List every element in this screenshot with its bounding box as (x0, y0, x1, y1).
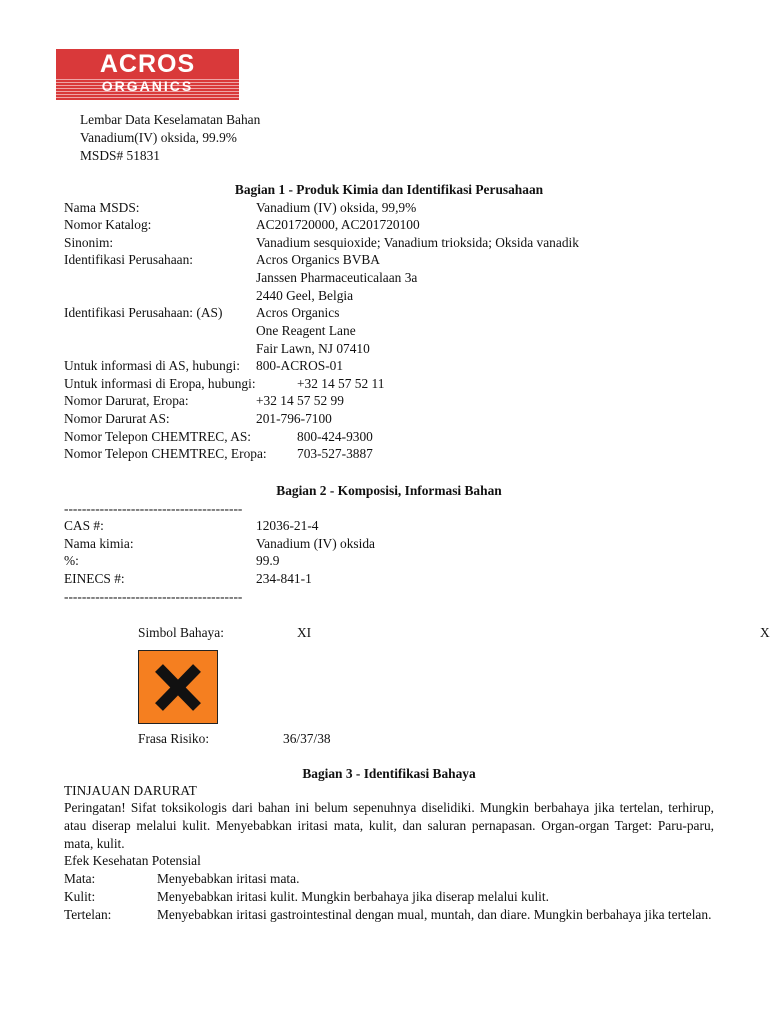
composition-label: %: (64, 553, 79, 568)
row-value: AC201720000, AC201720100 (256, 217, 420, 232)
effect-value: Menyebabkan iritasi gastrointestinal dengan mual, muntah, dan diare. Mungkin berbahaya jika tertelan. (157, 907, 712, 922)
hazard-symbol-edge: X (760, 625, 770, 640)
composition-value: 99.9 (256, 553, 280, 568)
section-2-title: Bagian 2 - Komposisi, Informasi Bahan (276, 483, 502, 498)
hazard-symbol-label: Simbol Bahaya: (138, 625, 224, 640)
contact-label: Nomor Darurat, Eropa: (64, 393, 189, 408)
row-label: Identifikasi Perusahaan: (AS) (64, 305, 223, 320)
acros-organics-logo (56, 49, 239, 100)
effect-label: Mata: (64, 871, 96, 886)
msds-number: MSDS# 51831 (80, 148, 160, 163)
contact-label: Nomor Telepon CHEMTREC, Eropa: (64, 446, 267, 461)
divider: ---------------------------------------- (64, 589, 243, 604)
contact-label: Nomor Darurat AS: (64, 411, 170, 426)
composition-value: Vanadium (IV) oksida (256, 536, 375, 551)
row-value: Acros Organics (256, 305, 340, 320)
hazard-symbol-value: XI (297, 625, 312, 640)
composition-label: Nama kimia: (64, 536, 134, 551)
composition-value: 234-841-1 (256, 571, 312, 586)
section-1-title: Bagian 1 - Produk Kimia dan Identifikasi Perusahaan (234, 182, 544, 197)
row-value: 2440 Geel, Belgia (256, 288, 354, 303)
contact-value: 800-424-9300 (297, 429, 373, 444)
contact-label: Untuk informasi di AS, hubungi: (64, 358, 240, 373)
row-label: Identifikasi Perusahaan: (64, 252, 194, 267)
composition-value: 12036-21-4 (256, 518, 319, 533)
logo-sub: ORGANICS (101, 78, 194, 94)
row-value: Janssen Pharmaceuticalaan 3a (256, 270, 418, 285)
logo-brand: ACROS (99, 50, 196, 78)
overview-text: Peringatan! Sifat toksikologis dari bahan ini belum sepenuhnya diselidiki. Mungkin berbahaya jika tertelan, terhirup, atau diserap melalui kulit. Menyebabkan iritasi mata, kulit, dan saluran pernapasan. Organ-organ Target: Paru-paru, mata, kulit. (64, 800, 714, 851)
row-label: Nomor Katalog: (64, 217, 152, 232)
row-label: Nama MSDS: (64, 200, 140, 215)
contact-value: 800-ACROS-01 (256, 358, 344, 373)
overview-heading: TINJAUAN DARURAT (64, 783, 197, 798)
row-value: Acros Organics BVBA (256, 252, 380, 267)
document-title: Lembar Data Keselamatan Bahan (80, 112, 261, 127)
effect-value: Menyebabkan iritasi mata. (157, 871, 300, 886)
composition-label: EINECS #: (64, 571, 125, 586)
row-value: Fair Lawn, NJ 07410 (256, 341, 370, 356)
effect-label: Tertelan: (64, 907, 112, 922)
divider: ---------------------------------------- (64, 501, 243, 516)
row-value: Vanadium sesquioxide; Vanadium trioksida; Oksida vanadik (256, 235, 579, 250)
row-value: One Reagent Lane (256, 323, 356, 338)
product-name: Vanadium(IV) oksida, 99.9% (80, 130, 237, 145)
section-3-title: Bagian 3 - Identifikasi Bahaya (302, 766, 476, 781)
irritant-x-icon (138, 650, 218, 724)
row-label: Sinonim: (64, 235, 114, 250)
contact-value: 703-527-3887 (297, 446, 373, 461)
contact-value: +32 14 57 52 11 (297, 376, 385, 391)
contact-value: +32 14 57 52 99 (256, 393, 344, 408)
contact-value: 201-796-7100 (256, 411, 332, 426)
effect-value: Menyebabkan iritasi kulit. Mungkin berbahaya jika diserap melalui kulit. (157, 889, 549, 904)
row-value: Vanadium (IV) oksida, 99,9% (256, 200, 417, 215)
contact-label: Nomor Telepon CHEMTREC, AS: (64, 429, 252, 444)
effect-label: Kulit: (64, 889, 96, 904)
effects-heading: Efek Kesehatan Potensial (64, 853, 201, 868)
composition-label: CAS #: (64, 518, 104, 533)
contact-label: Untuk informasi di Eropa, hubungi: (64, 376, 256, 391)
risk-phrase-value: 36/37/38 (283, 731, 331, 746)
risk-phrase-label: Frasa Risiko: (138, 731, 210, 746)
